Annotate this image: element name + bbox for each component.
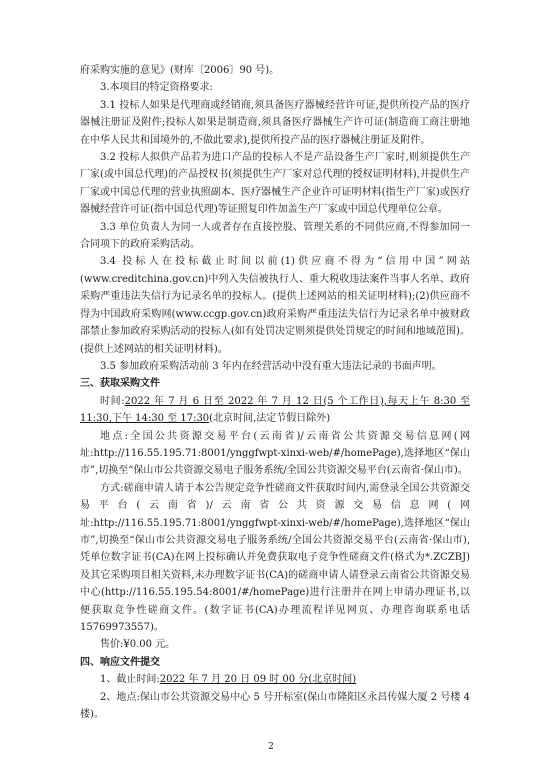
paragraph-3: 3.2 投标人拟供产品若为进口产品的投标人不是产品设备生产厂家时,则须提供生产厂家(或中国总代理)的产品授权书(须提供生产厂家对总代理的授权证明材料),并提供生产厂家或中国总代理的营业执照副本、医疗器械生产企业许可证明材料(指生产厂家)或医疗器械经营许可证(指中国总代理)等证照复印件加盖生产厂家或中国总代理单位公章。: [80, 152, 470, 216]
paragraph-5: 3.4 投标人在投标截止时间以前(1)供应商不得为“信用中国”网站(www.creditchina.gov.cn)中列入失信被执行人、重大税收违法案件当事人名单、政府采购严重违法失信行为记录名单的投标人。(提供上述网站的相关证明材料);(2)供应商不得为中国政府采购网(www.ccgp.gov.cn)政府采购严重违法失信行为记录名单中被财政部禁止参加政府采购活动的投标人(如有处罚决定则须提供处罚规定的时间和地域范围)。(提供上述网站的相关证明材料)。: [80, 256, 470, 355]
paragraph-6: 3.5 参加政府采购活动前 3 年内在经营活动中没有重大违法记录的书面声明。: [100, 360, 442, 372]
paragraph-2: 3.1 投标人如果是代理商或经销商,须具备医疗器械经营许可证,提供所投产品的医疗器械注册证及附件;投标人如果是制造商,须具备医疗器械生产许可证(制造商工商注册地在中华人民共和国境外的,不做此要求),提供所投产品的医疗器械注册证及附件。: [80, 99, 470, 146]
section-4-place: 2、地点:保山市公共资源交易中心 5 号开标室(保山市隆阳区永昌传媒大厦 2 号楼 4 楼)。: [80, 691, 470, 721]
time-label: 时间:: [100, 395, 125, 407]
section-3-method: 方式:磋商申请人请于本公告规定竞争性磋商文件获取时间内,需登录全国公共资源交易平台(云南省)/云南省公共资源交易信息网(网址:http://116.55.195.71:8001/ynggfwpt-xinxi-web/#/homePage),选择地区“保山市”,切换至“保山市公共资源交易电子服务系统/全国公共资源交易平台(云南省·保山市),凭单位数字证书(CA)在网上投标确认并免费获取电子竞争性磋商文件(格式为*.ZCZBJ)及其它采购项目相关资料,未办理数字证书(CA)的磋商申请人请登录云南省公共资源交易中心(http://116.55.195.54:8001/#/homePage)进行注册并在网上申请办理证书,以便获取竞争性磋商文件。(数字证书(CA)办理流程详见网页、办理咨询联系电话 15769973557)。: [80, 482, 470, 633]
section-3-heading: 三、获取采购文件: [80, 378, 160, 390]
deadline-label: 1、截止时间:: [100, 674, 160, 686]
section-3-price: 售价:¥0.00 元。: [100, 639, 176, 651]
section-4-heading: 四、响应文件提交: [80, 656, 160, 668]
paragraph-1: 3.本项目的特定资格要求:: [100, 82, 213, 94]
section-3-time: [80, 393, 470, 428]
section-4-deadline: [80, 671, 470, 688]
deadline-value: 2022 年 7 月 20 日 09 时 00 分(北京时间): [159, 674, 357, 686]
paragraph-4: 3.3 单位负责人为同一人或者存在直接控股、管理关系的不同供应商,不得参加同一合同项下的政府采购活动。: [80, 221, 470, 251]
section-3-location: 地点:全国公共资源交易平台(云南省)/云南省公共资源交易信息网(网址:http://116.55.195.71:8001/ynggfwpt-xinxi-web/#/homePage),选择地区“保山市”,切换至“保山市公共资源交易电子服务系统/全国公共资源交易平台(云南省·保山市)。: [80, 430, 470, 477]
document-body: [80, 62, 470, 723]
time-suffix: (北京时间,法定节假日除外): [209, 413, 331, 425]
time-value: 2022 年 7 月 6 日至 2022 年 7 月 12 日(5 个工作日),每天上午 8:30 至 11:30,下午 14:30 至 17:30: [80, 395, 471, 425]
page-number: 2: [268, 742, 274, 752]
paragraph-0: 府采购实施的意见》(财库〔2006〕90 号)。: [80, 65, 280, 76]
